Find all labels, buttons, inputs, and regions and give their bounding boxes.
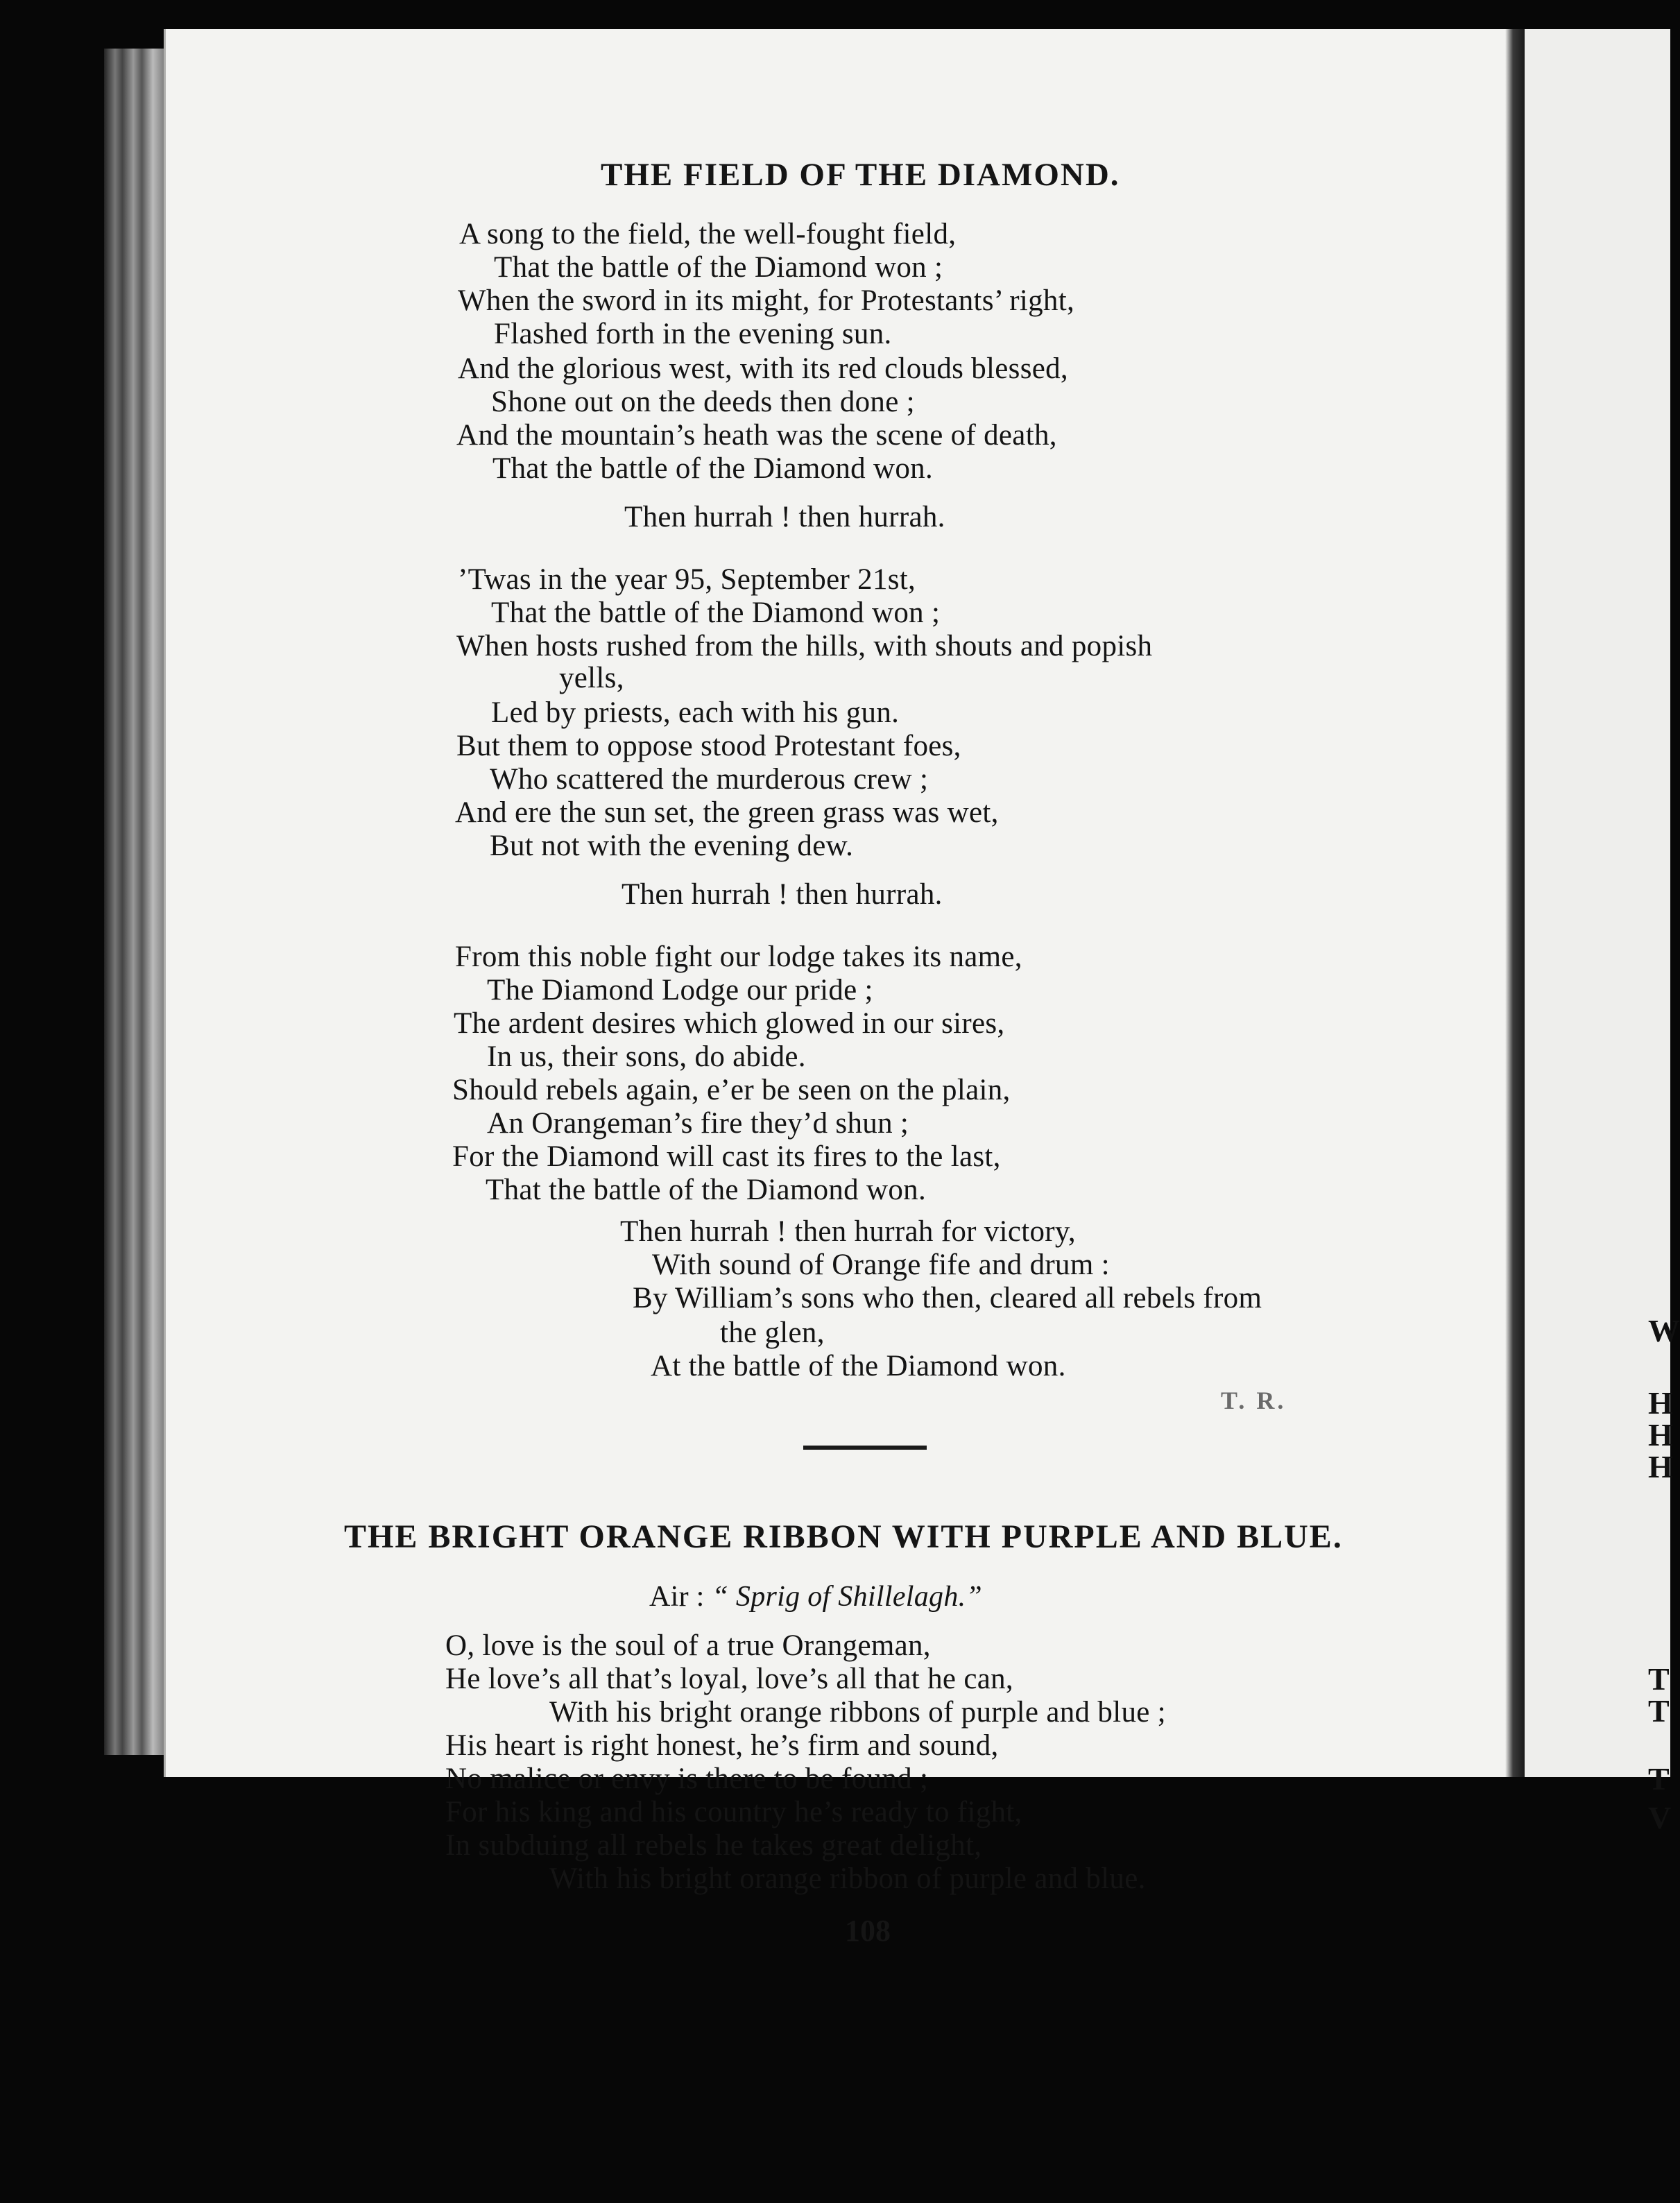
- poem-line: That the battle of the Diamond won ;: [491, 597, 941, 629]
- poem-title: THE FIELD OF THE DIAMOND.: [601, 157, 1120, 193]
- bleed-letter: H: [1648, 1449, 1673, 1484]
- poem-line: And ere the sun set, the green grass was wet,: [455, 796, 999, 829]
- bleed-letter: T: [1648, 1661, 1670, 1697]
- poem-line: And the glorious west, with its red clouds blessed,: [458, 352, 1068, 385]
- poem-line: In subduing all rebels he takes great delight,: [445, 1829, 982, 1862]
- poem-line: No malice or envy is there to be found ;: [445, 1763, 929, 1795]
- bleed-letter: H: [1648, 1385, 1673, 1421]
- poem-line: An Orangeman’s fire they’d shun ;: [487, 1107, 909, 1140]
- poem-line: In us, their sons, do abide.: [487, 1040, 806, 1073]
- poem-line: From this noble fight our lodge takes its name,: [455, 941, 1022, 973]
- poem-line: For the Diamond will cast its fires to the last,: [452, 1140, 1001, 1173]
- poem-line: He love’s all that’s loyal, love’s all that he can,: [445, 1663, 1013, 1695]
- poem-line: yells,: [559, 662, 624, 694]
- poem-line: Led by priests, each with his gun.: [491, 696, 900, 729]
- poem-refrain: With sound of Orange fife and drum :: [652, 1249, 1110, 1281]
- poem-line: With his bright orange ribbon of purple and blue.: [549, 1862, 1146, 1895]
- poem-line: That the battle of the Diamond won.: [486, 1174, 927, 1206]
- poem-line: And the mountain’s heath was the scene of death,: [456, 419, 1057, 452]
- air-note: [649, 1580, 982, 1613]
- page-number: 108: [845, 1914, 891, 1948]
- poem-line: When the sword in its might, for Protestants’ right,: [458, 284, 1075, 317]
- bleed-letter: T: [1648, 1761, 1670, 1797]
- poem-line: A song to the field, the well-fought field,: [459, 218, 957, 250]
- page-edge-stack: [104, 49, 165, 1755]
- poem-line: The Diamond Lodge our pride ;: [487, 974, 873, 1006]
- bleed-letter: V: [1648, 1800, 1672, 1835]
- poem-line: ’Twas in the year 95, September 21st,: [458, 563, 916, 596]
- poem-line: Should rebels again, e’er be seen on the plain,: [452, 1074, 1011, 1106]
- poem-line: His heart is right honest, he’s firm and sound,: [445, 1729, 999, 1762]
- bleed-letter: H: [1648, 1417, 1673, 1452]
- poem-line: When hosts rushed from the hills, with shouts and popish: [456, 630, 1153, 662]
- poem-line: That the battle of the Diamond won ;: [494, 251, 943, 284]
- poem-refrain: At the battle of the Diamond won.: [651, 1350, 1066, 1382]
- poem-line: With his bright orange ribbons of purple and blue ;: [549, 1696, 1166, 1729]
- poem-line: Who scattered the murderous crew ;: [490, 763, 929, 796]
- section-divider: [803, 1446, 927, 1450]
- poem-refrain: Then hurrah ! then hurrah for victory,: [620, 1215, 1076, 1248]
- book-gutter: [1505, 29, 1525, 1777]
- facing-page: [1525, 29, 1670, 1777]
- poem-title: THE BRIGHT ORANGE RIBBON WITH PURPLE AND BLUE.: [344, 1518, 1343, 1555]
- air-label: Air :: [649, 1581, 705, 1613]
- poem-line: The ardent desires which glowed in our sires,: [454, 1007, 1005, 1040]
- poem-line: But not with the evening dew.: [490, 830, 854, 862]
- poem-signature: T. R.: [1221, 1387, 1287, 1414]
- poem-refrain: the glen,: [720, 1317, 825, 1349]
- poem-line: O, love is the soul of a true Orangeman,: [445, 1629, 931, 1662]
- poem-line: Shone out on the deeds then done ;: [491, 386, 915, 418]
- bleed-letter: W: [1648, 1313, 1680, 1348]
- bleed-letter: T: [1648, 1693, 1670, 1729]
- poem-refrain: Then hurrah ! then hurrah.: [624, 501, 945, 533]
- poem-line: Flashed forth in the evening sun.: [494, 318, 892, 350]
- poem-line: But them to oppose stood Protestant foes,: [456, 730, 961, 762]
- poem-refrain: By William’s sons who then, cleared all rebels from: [633, 1282, 1262, 1314]
- poem-line: That the battle of the Diamond won.: [492, 452, 934, 485]
- poem-refrain: Then hurrah ! then hurrah.: [622, 878, 943, 911]
- air-tune: “ Sprig of Shillelagh.”: [712, 1581, 983, 1613]
- poem-line: For his king and his country he’s ready to fight,: [445, 1796, 1022, 1828]
